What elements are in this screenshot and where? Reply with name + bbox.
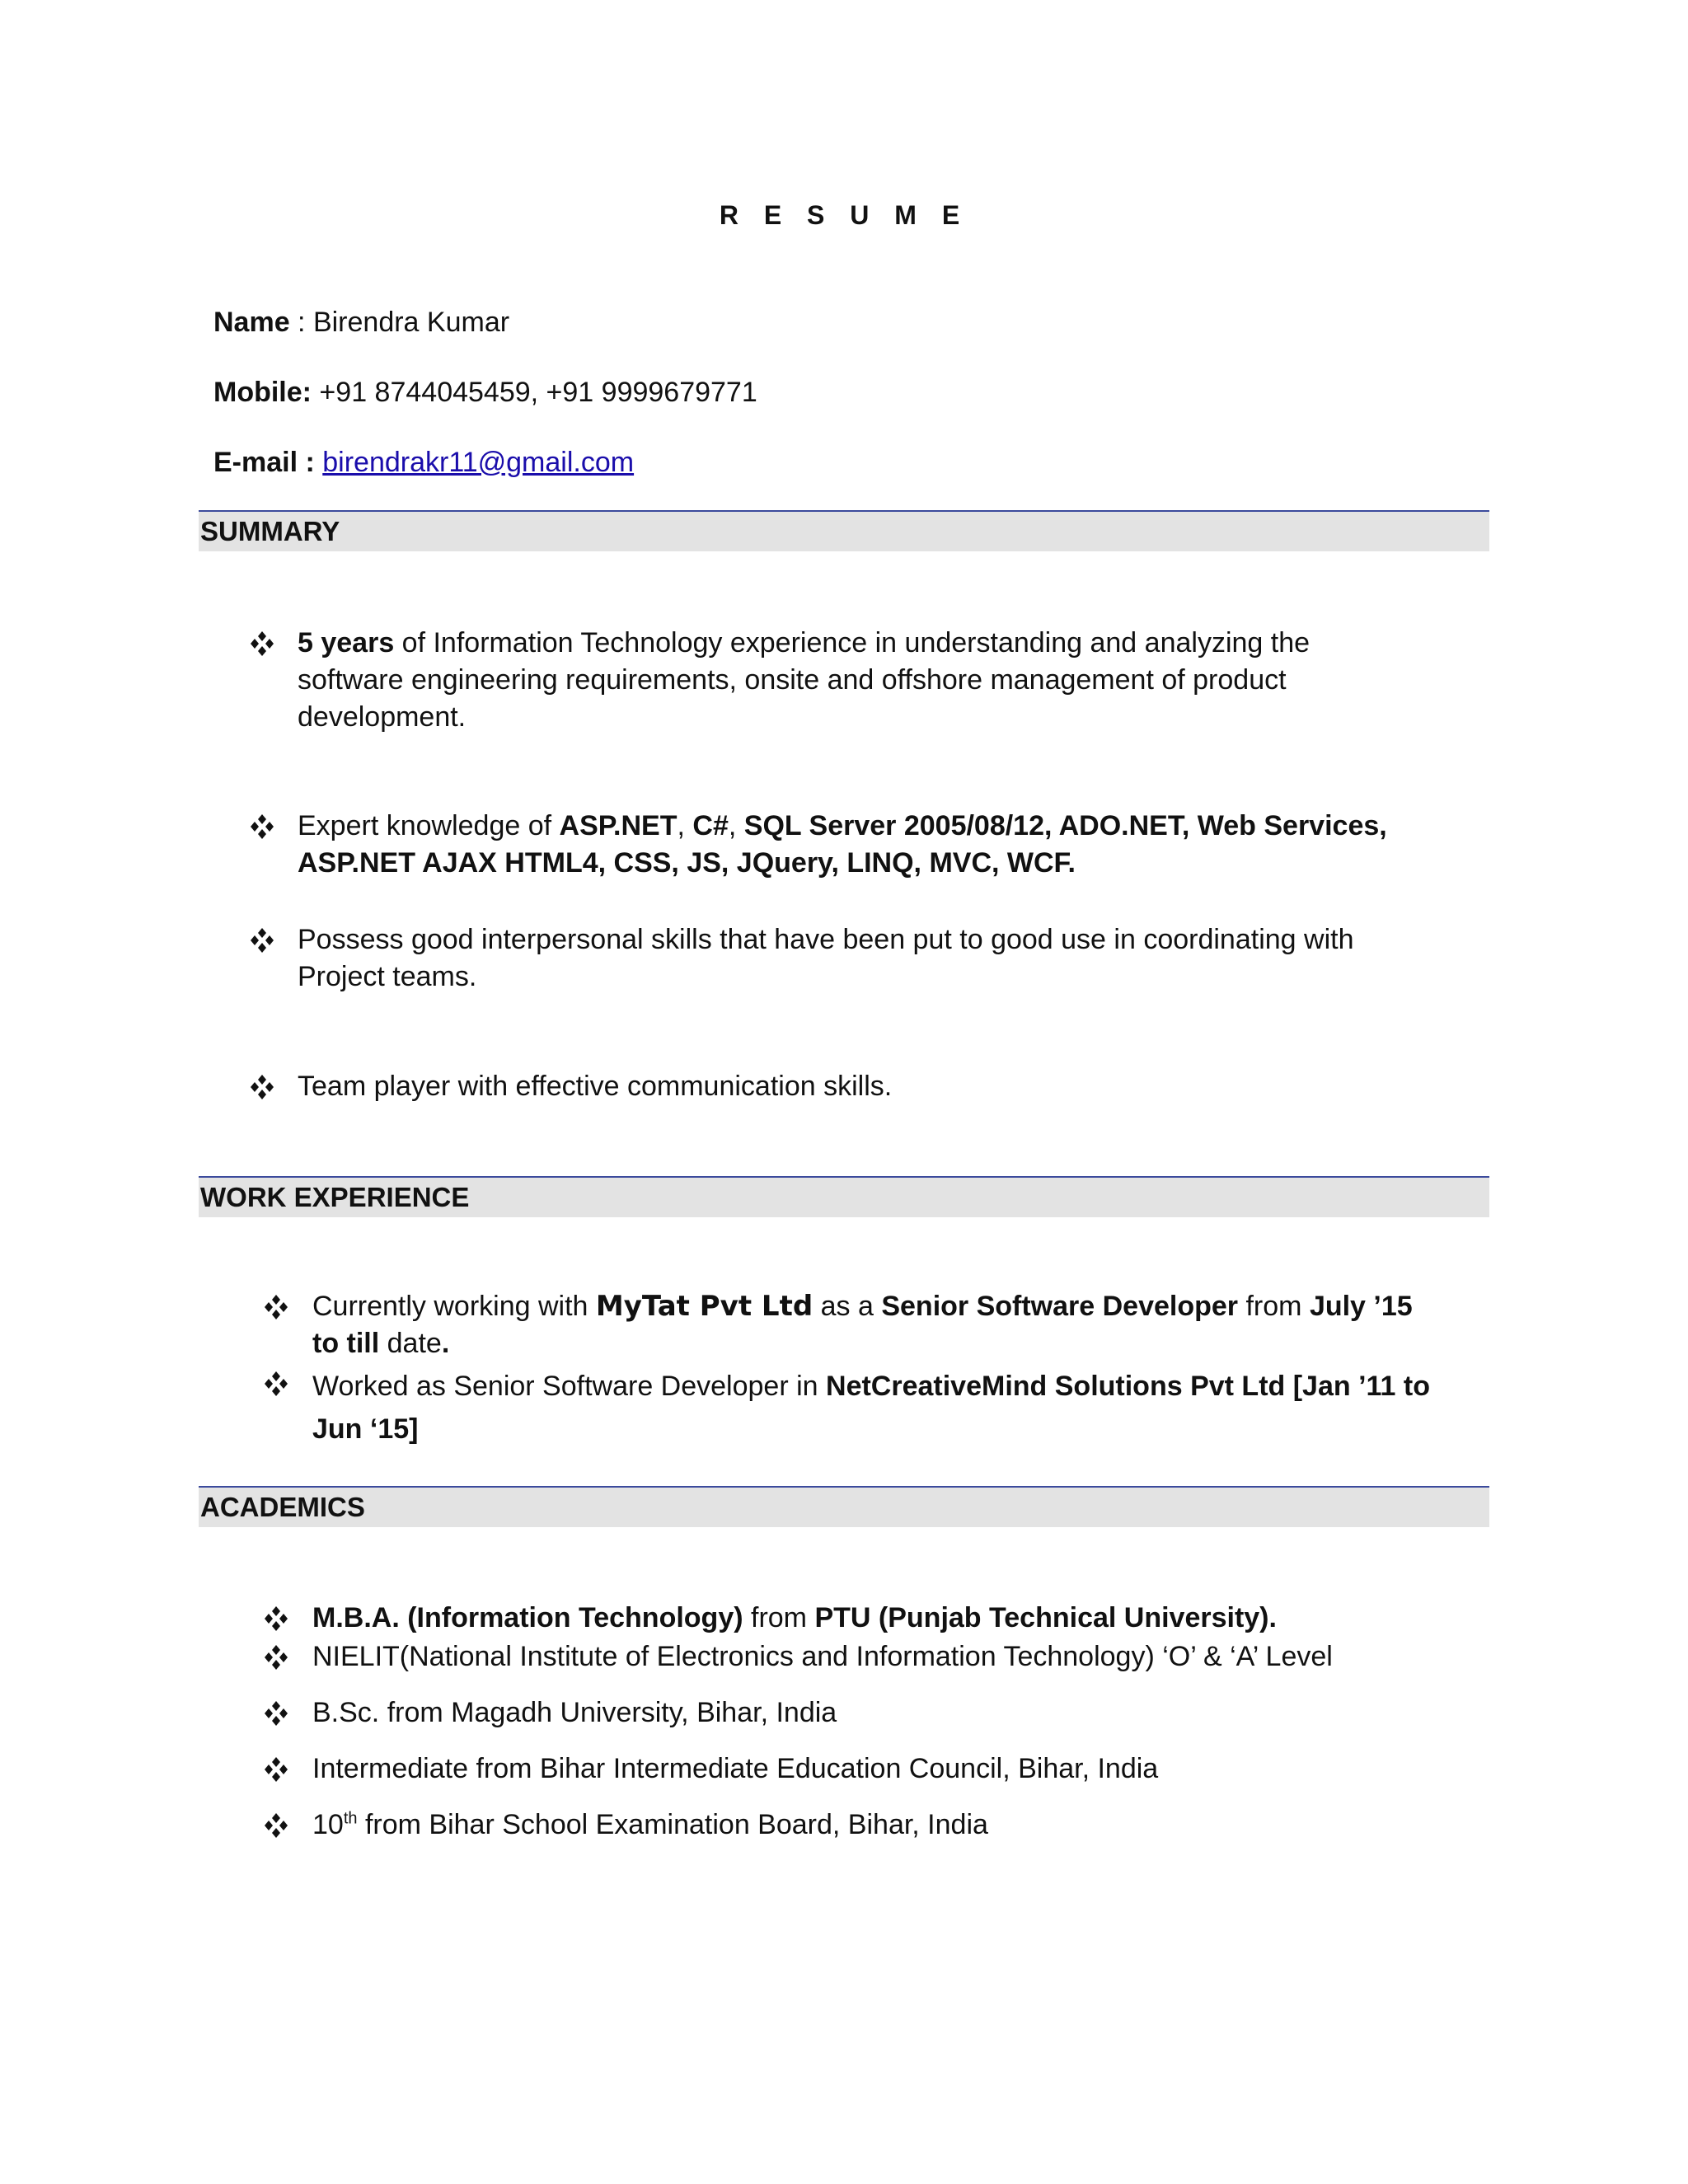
summary-text: Expert knowledge of <box>298 810 560 841</box>
summary-item-experience <box>298 625 1310 736</box>
bullet-icon <box>262 1699 290 1727</box>
name-line <box>213 307 509 339</box>
bullet-icon <box>248 926 276 954</box>
end-date: to till <box>312 1328 380 1359</box>
summary-text: development. <box>298 701 467 733</box>
skill: ASP.NET <box>559 810 678 841</box>
resume-title: R E S U M E <box>719 200 969 230</box>
summary-item-interpersonal <box>298 921 1353 996</box>
skill: ASP.NET AJAX HTML4, CSS, JS, JQuery, LINQ, MVC, WCF. <box>298 847 1076 879</box>
bullet-icon <box>262 1755 290 1783</box>
skill: SQL Server 2005/08/12, ADO.NET, Web Services, <box>743 810 1387 841</box>
work-item-current <box>312 1288 1413 1362</box>
email-label: E-mail : <box>213 447 315 478</box>
job-title: Senior Software Developer <box>881 1291 1239 1322</box>
mobile-line <box>213 377 757 409</box>
work-experience-header: WORK EXPERIENCE <box>199 1176 1489 1217</box>
summary-text: , <box>728 810 744 841</box>
bullet-icon <box>248 1073 276 1101</box>
summary-item-teamplayer <box>298 1068 892 1105</box>
summary-text: Possess good interpersonal skills that have been put to good use in coordinating with <box>298 924 1354 955</box>
skill: C# <box>692 810 729 841</box>
email-line <box>213 447 634 479</box>
mobile-value: +91 8744045459, +91 9999679771 <box>311 377 757 408</box>
academic-text: from Bihar School Examination Board, Bihar, India <box>357 1809 988 1840</box>
academic-text: 10 <box>312 1809 344 1840</box>
start-date: July ’15 <box>1309 1291 1413 1322</box>
bullet-icon <box>262 1293 290 1321</box>
name-value: Birendra Kumar <box>312 307 510 338</box>
end-date: Jun ‘15] <box>312 1413 419 1445</box>
work-text: date <box>379 1328 442 1359</box>
work-text: Currently working with <box>312 1291 596 1322</box>
work-text: from <box>1238 1291 1310 1322</box>
academic-item-nielit: NIELIT(National Institute of Electronics and Information Technology) ‘O’ & ‘A’ Level <box>312 1641 1333 1672</box>
summary-text: of Information Technology experience in understanding and analyzing the <box>394 627 1311 658</box>
academic-item-mba <box>312 1600 1277 1637</box>
academic-item-intermediate: Intermediate from Bihar Intermediate Education Council, Bihar, India <box>312 1753 1159 1784</box>
name-label: Name <box>213 307 290 338</box>
superscript: th <box>343 1809 358 1828</box>
bullet-icon <box>262 1370 290 1398</box>
experience-years: 5 years <box>298 627 395 658</box>
bullet-icon <box>262 1605 290 1633</box>
academic-item-10th <box>312 1807 988 1844</box>
work-text: as a <box>813 1291 882 1322</box>
work-text: . <box>441 1328 450 1359</box>
bullet-icon <box>262 1643 290 1671</box>
summary-text: Team player with effective communication skills. <box>298 1071 893 1102</box>
summary-text: Project teams. <box>298 961 477 992</box>
summary-text: , <box>677 810 693 841</box>
name-separator: : <box>289 307 313 338</box>
bullet-icon <box>248 813 276 841</box>
summary-header: SUMMARY <box>199 510 1489 551</box>
work-item-previous <box>312 1365 1430 1451</box>
bullet-icon <box>248 630 276 658</box>
company-name: NetCreativeMind Solutions Pvt Ltd [Jan ’11 to <box>826 1371 1431 1402</box>
academics-header: ACADEMICS <box>199 1486 1489 1527</box>
summary-item-skills <box>298 808 1387 882</box>
email-link[interactable]: birendrakr11@gmail.com <box>322 447 635 478</box>
university: PTU (Punjab Technical University). <box>814 1602 1277 1633</box>
academic-item-bsc: B.Sc. from Magadh University, Bihar, India <box>312 1697 837 1728</box>
company-name: MyTat Pvt Ltd <box>595 1290 814 1323</box>
mobile-label: Mobile: <box>213 377 312 408</box>
work-text: Worked as Senior Software Developer in <box>312 1371 827 1402</box>
bullet-icon <box>262 1811 290 1840</box>
degree: M.B.A. (Information Technology) <box>312 1602 743 1633</box>
summary-text: software engineering requirements, onsite and offshore management of product <box>298 664 1287 696</box>
academic-text: from <box>743 1602 815 1633</box>
